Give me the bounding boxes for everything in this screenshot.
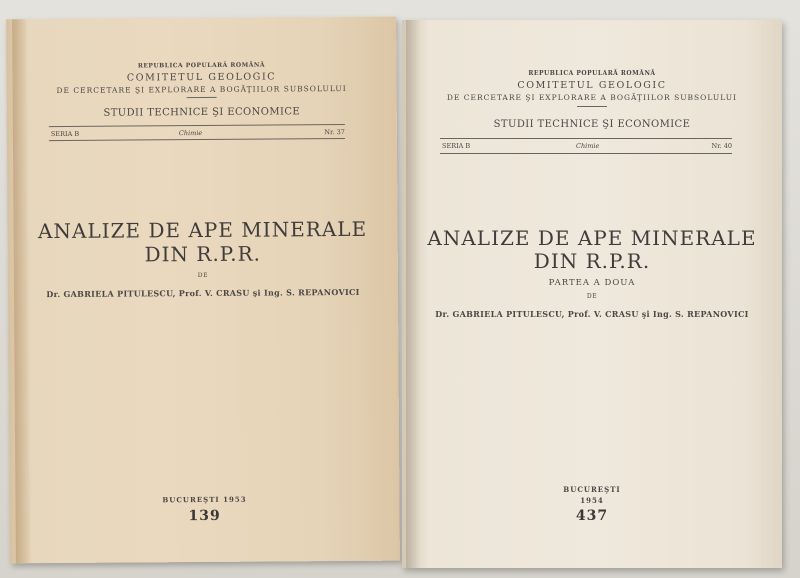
main-title-line2: DIN R.P.R. (144, 241, 262, 267)
booklet-right (402, 20, 782, 568)
republic-label: REPUBLICA POPULARĂ ROMÂNĂ (137, 61, 266, 70)
seria-label: SERIA B (442, 142, 471, 150)
issue-number: Nr. 37 (324, 128, 345, 137)
authors: Dr. GABRIELA PITULESCU, Prof. V. CRASU şi Ing. S. REPANOVICI (46, 286, 360, 300)
seria-label: SERIA B (50, 129, 80, 139)
series-row (49, 128, 345, 139)
organization-name: COMITETUL GEOLOGIC (126, 71, 277, 84)
divider (49, 124, 345, 127)
divider (440, 138, 732, 139)
by-label: DE (197, 271, 209, 280)
divider (577, 106, 607, 107)
subject-label: Chimie (576, 142, 600, 150)
series-title: STUDII TECHNICE ŞI ECONOMICE (493, 119, 691, 130)
city-year: BUCUREŞTI 1953 (162, 494, 247, 505)
handwritten-number: 139 (188, 507, 221, 525)
organization-subtitle: DE CERCETARE ŞI EXPLORARE A BOGĂŢIILOR SUBSOLULUI (56, 83, 347, 96)
by-label: DE (586, 293, 598, 300)
divider (187, 97, 217, 98)
main-title-line1: ANALIZE DE APE MINERALE (37, 216, 368, 244)
part-subtitle: PARTEA A DOUA (548, 278, 636, 288)
year: 1954 (580, 496, 604, 505)
divider (49, 138, 345, 141)
organization-name: COMITETUL GEOLOGIC (517, 80, 667, 91)
main-title-line1: ANALIZE DE APE MINERALE (427, 226, 757, 250)
series-title: STUDII TECHNICE ŞI ECONOMICE (103, 106, 301, 119)
issue-number: Nr. 40 (711, 142, 732, 150)
divider (440, 153, 732, 154)
handwritten-number: 437 (575, 508, 609, 524)
booklet-left (6, 17, 400, 564)
organization-subtitle: DE CERCETARE ŞI EXPLORARE A BOGĂŢIILOR SUBSOLULUI (446, 93, 738, 102)
main-title-line2: DIN R.P.R. (533, 249, 651, 273)
city: BUCUREŞTI (563, 485, 621, 494)
subject-label: Chimie (178, 129, 203, 138)
authors: Dr. GABRIELA PITULESCU, Prof. V. CRASU şi Ing. S. REPANOVICI (435, 309, 749, 319)
republic-label: REPUBLICA POPULARĂ ROMÂNĂ (528, 70, 656, 77)
